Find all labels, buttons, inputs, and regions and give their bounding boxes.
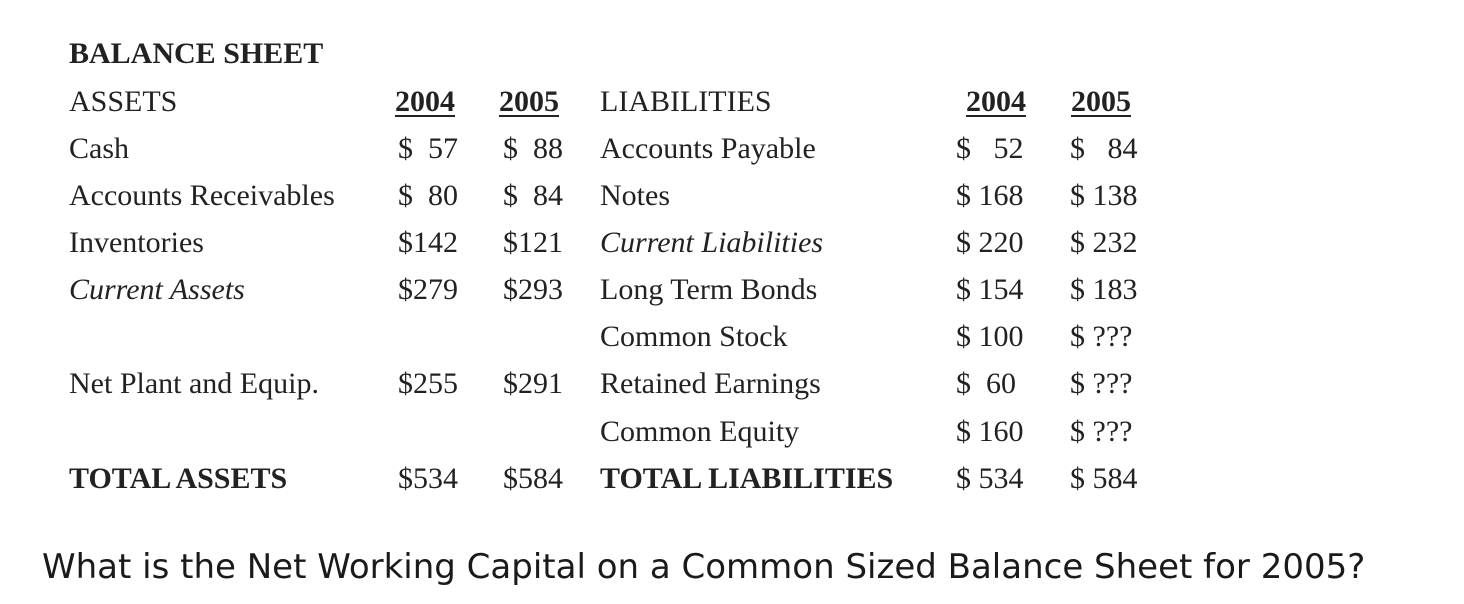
asset-receivables-2005: $ 84 (503, 179, 563, 212)
liab-notes-2004: $ 168 (956, 179, 1024, 212)
asset-label-current-assets: Current Assets (69, 273, 245, 306)
liabilities-header: LIABILITIES (600, 85, 772, 118)
liab-retained-earnings-2005: $ ??? (1070, 367, 1133, 400)
asset-label-net-plant: Net Plant and Equip. (69, 367, 319, 400)
asset-cash-2004: $ 57 (398, 132, 458, 165)
liab-accounts-payable-2004: $ 52 (956, 132, 1024, 165)
asset-label-inventories: Inventories (69, 226, 204, 259)
liab-common-equity-2005: $ ??? (1070, 415, 1133, 448)
liab-total-liabilities-2005: $ 584 (1070, 462, 1138, 495)
liab-label-retained-earnings: Retained Earnings (600, 367, 821, 400)
asset-receivables-2004: $ 80 (398, 179, 458, 212)
asset-net-plant-2005: $291 (503, 367, 563, 400)
liab-label-long-term-bonds: Long Term Bonds (600, 273, 818, 306)
liab-current-liabilities-2005: $ 232 (1070, 226, 1138, 259)
asset-total-assets-2004: $534 (398, 462, 458, 495)
asset-current-assets-2005: $293 (503, 273, 563, 306)
sheet-title: BALANCE SHEET (69, 37, 324, 70)
asset-label-receivables: Accounts Receivables (69, 179, 335, 212)
liab-retained-earnings-2004: $ 60 (956, 367, 1016, 400)
assets-header: ASSETS (69, 85, 178, 118)
liab-common-equity-2004: $ 160 (956, 415, 1024, 448)
liabilities-2005-header: 2005 (1071, 85, 1131, 118)
liab-label-notes: Notes (600, 179, 670, 212)
liab-accounts-payable-2005: $ 84 (1070, 132, 1138, 165)
liab-label-current-liabilities: Current Liabilities (600, 226, 824, 259)
liab-long-term-bonds-2004: $ 154 (956, 273, 1024, 306)
assets-2004-header: 2004 (395, 85, 455, 118)
question-text: What is the Net Working Capital on a Common Sized Balance Sheet for 2005? (42, 547, 1366, 587)
asset-total-assets-2005: $584 (503, 462, 563, 495)
liab-common-stock-2005: $ ??? (1070, 320, 1133, 353)
asset-label-total-assets: TOTAL ASSETS (69, 462, 288, 495)
asset-cash-2005: $ 88 (503, 132, 563, 165)
assets-2005-header: 2005 (499, 85, 559, 118)
liab-label-total-liabilities: TOTAL LIABILITIES (600, 462, 894, 495)
liab-current-liabilities-2004: $ 220 (956, 226, 1024, 259)
liab-notes-2005: $ 138 (1070, 179, 1138, 212)
liabilities-2004-header: 2004 (966, 85, 1026, 118)
liab-long-term-bonds-2005: $ 183 (1070, 273, 1138, 306)
liab-common-stock-2004: $ 100 (956, 320, 1024, 353)
asset-current-assets-2004: $279 (398, 273, 458, 306)
asset-inventories-2004: $142 (398, 226, 458, 259)
liab-label-common-equity: Common Equity (600, 415, 800, 448)
asset-net-plant-2004: $255 (398, 367, 458, 400)
liab-label-accounts-payable: Accounts Payable (600, 132, 816, 165)
liab-total-liabilities-2004: $ 534 (956, 462, 1024, 495)
liab-label-common-stock: Common Stock (600, 320, 788, 353)
asset-inventories-2005: $121 (503, 226, 563, 259)
asset-label-cash: Cash (69, 132, 129, 165)
